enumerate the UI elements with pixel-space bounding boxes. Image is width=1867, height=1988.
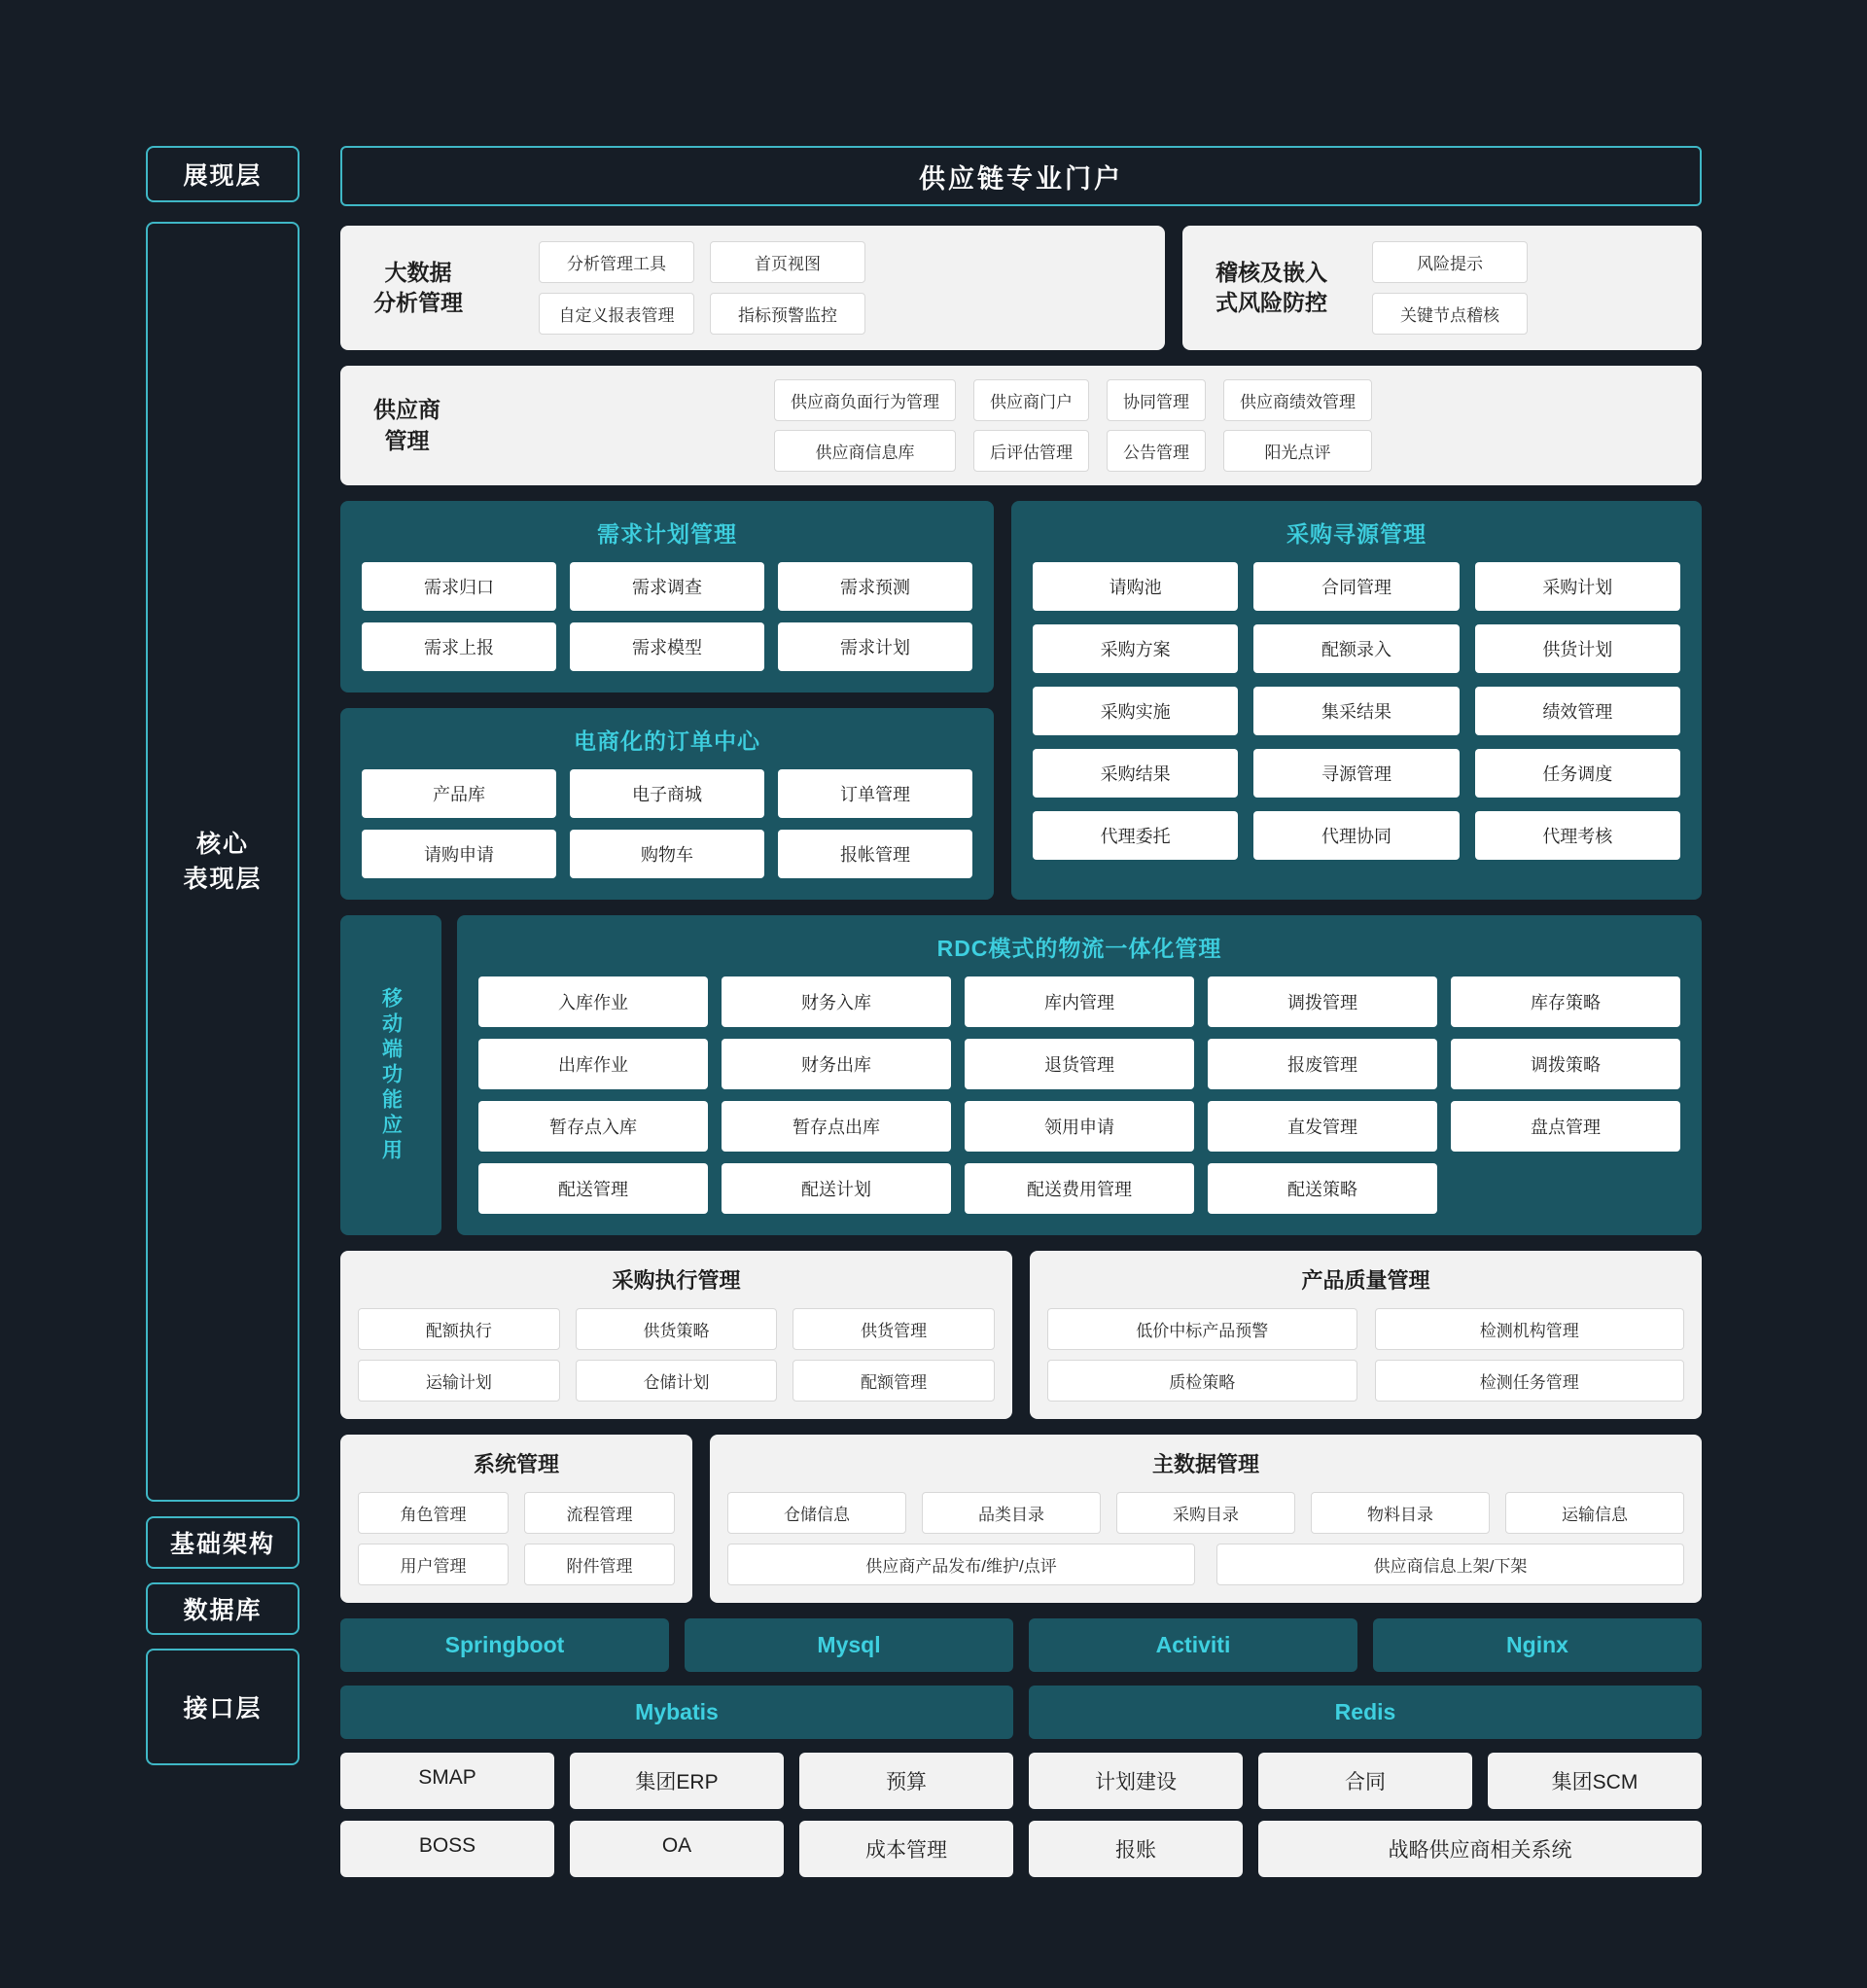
chip-supplier-0-1[interactable]: 供应商信息库	[774, 430, 956, 472]
cell-demand-1[interactable]: 需求调查	[570, 562, 764, 611]
rail-label-core	[183, 827, 262, 898]
panel-supplier	[340, 366, 1702, 485]
chip-exec-5[interactable]: 配额管理	[793, 1360, 995, 1402]
cell-rdc-13[interactable]: 直发管理	[1208, 1101, 1437, 1152]
chip-supplier-1-1[interactable]: 后评估管理	[973, 430, 1089, 472]
chip-master-r2-1[interactable]: 供应商信息上架/下架	[1216, 1544, 1684, 1585]
panel-risk	[1182, 226, 1702, 350]
chip-master-r2-0[interactable]: 供应商产品发布/维护/点评	[727, 1544, 1195, 1585]
panel-product-quality-title: 产品质量管理	[1301, 1268, 1430, 1293]
row-infrastructure	[340, 1618, 1702, 1672]
api-item-cost-management[interactable]: 成本管理	[799, 1821, 1013, 1877]
panel-mobile-apps	[340, 915, 441, 1235]
chip-exec-0[interactable]: 配额执行	[358, 1308, 560, 1350]
supplier-column-2	[1107, 379, 1206, 472]
cell-rdc-5[interactable]: 出库作业	[478, 1039, 708, 1089]
infra-item-activiti[interactable]: Activiti	[1029, 1618, 1357, 1672]
cell-sourcing-11[interactable]: 任务调度	[1475, 749, 1680, 798]
panel-master-data-title: 主数据管理	[1151, 1452, 1259, 1476]
cell-rdc-15[interactable]: 配送管理	[478, 1163, 708, 1214]
panel-supplier-title	[362, 395, 466, 455]
rail-item-infrastructure	[146, 1516, 299, 1569]
cell-rdc-18[interactable]: 配送策略	[1208, 1163, 1437, 1214]
supplier-column-3	[1223, 379, 1372, 472]
rail-item-interface	[146, 1649, 299, 1765]
chip-supplier-2-1[interactable]: 公告管理	[1107, 430, 1206, 472]
cell-order-4[interactable]: 购物车	[570, 830, 764, 878]
chip-quality-3[interactable]: 检测任务管理	[1375, 1360, 1685, 1402]
panel-product-quality	[1030, 1251, 1702, 1419]
panel-bigdata-title	[362, 258, 488, 318]
chip-master-r1-0[interactable]: 仓储信息	[727, 1492, 906, 1534]
api-item-boss[interactable]: BOSS	[340, 1821, 554, 1877]
panel-order-center	[340, 708, 994, 900]
cell-sourcing-1[interactable]: 合同管理	[1253, 562, 1459, 611]
cell-rdc-14[interactable]: 盘点管理	[1451, 1101, 1680, 1152]
rail-label-infrastructure: 基础架构	[169, 1531, 275, 1558]
panel-order-center-title: 电商化的订单中心	[574, 728, 760, 754]
panel-demand	[340, 501, 994, 692]
chip-exec-4[interactable]: 仓储计划	[576, 1360, 778, 1402]
cell-sourcing-13[interactable]: 代理协同	[1253, 811, 1459, 860]
rail-item-core	[146, 222, 299, 1502]
panel-purchase-exec	[340, 1251, 1012, 1419]
cell-order-0[interactable]: 产品库	[362, 769, 556, 818]
chip-system-2[interactable]: 用户管理	[358, 1544, 509, 1585]
cell-rdc-12[interactable]: 领用申请	[965, 1101, 1194, 1152]
cell-rdc-1[interactable]: 财务入库	[722, 976, 951, 1027]
panel-rdc-title: RDC模式的物流一体化管理	[936, 936, 1222, 961]
rail-label-interface: 接口层	[183, 1695, 263, 1722]
supplier-column-0	[774, 379, 956, 472]
chip-master-r1-4[interactable]: 运输信息	[1505, 1492, 1684, 1534]
cell-sourcing-6[interactable]: 采购实施	[1033, 687, 1238, 735]
api-item-reimbursement[interactable]: 报账	[1029, 1821, 1243, 1877]
chip-exec-2[interactable]: 供货管理	[793, 1308, 995, 1350]
rail-label-core-line2: 表现层	[183, 866, 263, 893]
chip-bigdata-3[interactable]: 指标预警监控	[710, 293, 865, 335]
cell-sourcing-7[interactable]: 集采结果	[1253, 687, 1459, 735]
row-system-master	[340, 1435, 1702, 1603]
chip-master-r1-3[interactable]: 物料目录	[1311, 1492, 1490, 1534]
panel-system-management-title: 系统管理	[473, 1452, 559, 1476]
chip-master-r1-2[interactable]: 采购目录	[1116, 1492, 1295, 1534]
row-mobile-rdc	[340, 915, 1702, 1235]
cell-rdc-6[interactable]: 财务出库	[722, 1039, 951, 1089]
portal-banner	[340, 146, 1702, 206]
cell-rdc-3[interactable]: 调拨管理	[1208, 976, 1437, 1027]
panel-purchase-exec-title: 采购执行管理	[612, 1268, 741, 1293]
panel-risk-title-line1: 稽核及嵌入	[1215, 259, 1327, 285]
panel-bigdata-title-line1: 大数据	[384, 259, 452, 285]
cell-sourcing-10[interactable]: 寻源管理	[1253, 749, 1459, 798]
panel-supplier-title-line2: 管理	[384, 427, 430, 453]
layer-rail	[146, 146, 299, 1765]
cell-sourcing-3[interactable]: 采购方案	[1033, 624, 1238, 673]
cell-sourcing-9[interactable]: 采购结果	[1033, 749, 1238, 798]
row-database	[340, 1686, 1702, 1739]
cell-sourcing-2[interactable]: 采购计划	[1475, 562, 1680, 611]
panel-mobile-apps-title: 移动端功能应用	[379, 986, 403, 1164]
cell-rdc-9[interactable]: 调拨策略	[1451, 1039, 1680, 1089]
cell-demand-4[interactable]: 需求模型	[570, 622, 764, 671]
cell-demand-0[interactable]: 需求归口	[362, 562, 556, 611]
rail-item-database	[146, 1582, 299, 1635]
chip-supplier-1-0[interactable]: 供应商门户	[973, 379, 1089, 421]
cell-sourcing-5[interactable]: 供货计划	[1475, 624, 1680, 673]
cell-sourcing-12[interactable]: 代理委托	[1033, 811, 1238, 860]
api-item-group-scm[interactable]: 集团SCM	[1488, 1753, 1702, 1809]
infra-item-mysql[interactable]: Mysql	[685, 1618, 1013, 1672]
cell-rdc-11[interactable]: 暂存点出库	[722, 1101, 951, 1152]
cell-sourcing-0[interactable]: 请购池	[1033, 562, 1238, 611]
chip-bigdata-0[interactable]: 分析管理工具	[539, 241, 694, 283]
db-item-mybatis[interactable]: Mybatis	[340, 1686, 1013, 1739]
cell-sourcing-4[interactable]: 配额录入	[1253, 624, 1459, 673]
panel-master-data	[710, 1435, 1702, 1603]
panel-bigdata-title-line2: 分析管理	[373, 290, 463, 315]
row-demand-sourcing	[340, 501, 1702, 900]
cell-sourcing-8[interactable]: 绩效管理	[1475, 687, 1680, 735]
panel-sourcing-title: 采购寻源管理	[1286, 521, 1427, 547]
api-item-oa[interactable]: OA	[570, 1821, 784, 1877]
cell-rdc-17[interactable]: 配送费用管理	[965, 1163, 1194, 1214]
chip-bigdata-2[interactable]: 自定义报表管理	[539, 293, 694, 335]
chip-exec-3[interactable]: 运输计划	[358, 1360, 560, 1402]
cell-sourcing-14[interactable]: 代理考核	[1475, 811, 1680, 860]
diagram-content	[340, 146, 1702, 1877]
cell-rdc-4[interactable]: 库存策略	[1451, 976, 1680, 1027]
chip-system-3[interactable]: 附件管理	[524, 1544, 675, 1585]
chip-quality-2[interactable]: 质检策略	[1047, 1360, 1357, 1402]
api-item-smap[interactable]: SMAP	[340, 1753, 554, 1809]
cell-demand-3[interactable]: 需求上报	[362, 622, 556, 671]
cell-demand-5[interactable]: 需求计划	[778, 622, 972, 671]
panel-bigdata	[340, 226, 1165, 350]
infra-item-nginx[interactable]: Nginx	[1373, 1618, 1702, 1672]
cell-order-3[interactable]: 请购申请	[362, 830, 556, 878]
rail-label-database: 数据库	[183, 1597, 263, 1624]
panel-sourcing	[1011, 501, 1702, 900]
chip-quality-1[interactable]: 检测机构管理	[1375, 1308, 1685, 1350]
infra-item-springboot[interactable]: Springboot	[340, 1618, 669, 1672]
panel-risk-title-line2: 式风险防控	[1215, 290, 1327, 315]
chip-supplier-3-0[interactable]: 供应商绩效管理	[1223, 379, 1372, 421]
cell-rdc-10[interactable]: 暂存点入库	[478, 1101, 708, 1152]
row-bigdata-risk	[340, 226, 1702, 350]
panel-supplier-title-line1: 供应商	[373, 397, 440, 423]
rail-item-presentation	[146, 146, 299, 202]
api-item-group-erp[interactable]: 集团ERP	[570, 1753, 784, 1809]
chip-risk-1[interactable]: 关键节点稽核	[1372, 293, 1528, 335]
cell-demand-2[interactable]: 需求预测	[778, 562, 972, 611]
panel-rdc-logistics	[457, 915, 1702, 1235]
chip-quality-0[interactable]: 低价中标产品预警	[1047, 1308, 1357, 1350]
chip-bigdata-1[interactable]: 首页视图	[710, 241, 865, 283]
portal-title: 供应链专业门户	[919, 163, 1123, 194]
panel-demand-title: 需求计划管理	[597, 521, 737, 547]
cell-rdc-16[interactable]: 配送计划	[722, 1163, 951, 1214]
api-item-contract[interactable]: 合同	[1258, 1753, 1472, 1809]
cell-rdc-0[interactable]: 入库作业	[478, 976, 708, 1027]
chip-exec-1[interactable]: 供货策略	[576, 1308, 778, 1350]
cell-order-2[interactable]: 订单管理	[778, 769, 972, 818]
chip-supplier-2-0[interactable]: 协同管理	[1107, 379, 1206, 421]
rail-label-core-line1: 核心	[195, 830, 249, 858]
rail-label-presentation: 展现层	[183, 162, 263, 190]
cell-order-1[interactable]: 电子商城	[570, 769, 764, 818]
row-exec-quality	[340, 1251, 1702, 1419]
api-item-budget[interactable]: 预算	[799, 1753, 1013, 1809]
chip-system-0[interactable]: 角色管理	[358, 1492, 509, 1534]
panel-system-management	[340, 1435, 692, 1603]
api-item-strategic-supplier-systems[interactable]: 战略供应商相关系统	[1258, 1821, 1702, 1877]
cell-rdc-2[interactable]: 库内管理	[965, 976, 1194, 1027]
chip-supplier-3-1[interactable]: 阳光点评	[1223, 430, 1372, 472]
chip-risk-0[interactable]: 风险提示	[1372, 241, 1528, 283]
api-item-plan-construction[interactable]: 计划建设	[1029, 1753, 1243, 1809]
db-item-redis[interactable]: Redis	[1029, 1686, 1702, 1739]
cell-rdc-8[interactable]: 报废管理	[1208, 1039, 1437, 1089]
supplier-column-1	[973, 379, 1089, 472]
cell-rdc-7[interactable]: 退货管理	[965, 1039, 1194, 1089]
panel-risk-title	[1204, 258, 1353, 318]
row-interface	[340, 1753, 1702, 1877]
chip-supplier-0-0[interactable]: 供应商负面行为管理	[774, 379, 956, 421]
cell-order-5[interactable]: 报帐管理	[778, 830, 972, 878]
chip-master-r1-1[interactable]: 品类目录	[922, 1492, 1101, 1534]
chip-system-1[interactable]: 流程管理	[524, 1492, 675, 1534]
